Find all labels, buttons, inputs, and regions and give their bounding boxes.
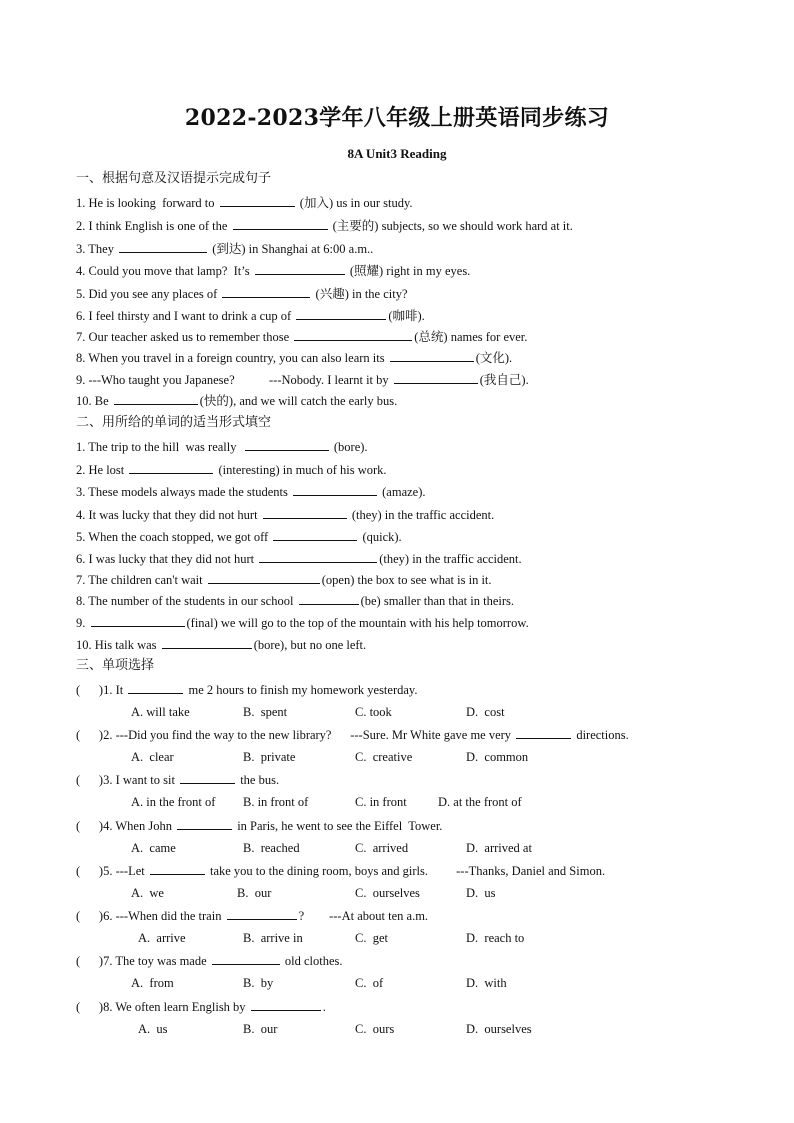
question-hint: (open) the box to see what is in it. (321, 573, 492, 587)
question-tail: directions. (573, 728, 629, 742)
choice-question (76, 726, 629, 743)
answer-blank[interactable] (222, 285, 310, 298)
question-hint: (总统) names for ever. (414, 330, 528, 344)
answer-blank[interactable] (296, 307, 386, 320)
page-title: 2022-2023学年八年级上册英语同步练习 (184, 105, 610, 131)
choice-option[interactable]: A. from (131, 976, 174, 990)
choice-option[interactable]: D. cost (466, 705, 505, 719)
question-hint: (interesting) in much of his work. (215, 463, 387, 477)
question-text: 8. We often learn English by (103, 1000, 249, 1014)
answer-blank[interactable] (91, 614, 185, 627)
question-text: 1. The trip to the hill was really (76, 440, 243, 454)
choice-option[interactable]: A. in the front of (131, 795, 216, 809)
question-text: 4. It was lucky that they did not hurt (76, 508, 261, 522)
translation-question (76, 328, 527, 345)
answer-blank[interactable] (299, 592, 359, 605)
section-heading-1: 一、根据句意及汉语提示完成句子 (76, 171, 272, 186)
choice-option[interactable]: A. clear (131, 750, 174, 764)
word-form-question (76, 483, 426, 500)
answer-blank[interactable] (227, 907, 297, 920)
choice-option[interactable]: C. arrived (355, 841, 409, 855)
choice-option[interactable]: B. arrive in (243, 931, 303, 945)
question-text: 9. ---Who taught you Japanese? ---Nobody. I learnt it by (76, 373, 392, 387)
choice-option[interactable]: C. of (355, 976, 384, 990)
answer-bracket[interactable]: ( ) (76, 728, 104, 742)
question-text: 7. The toy was made (103, 954, 210, 968)
question-text: 8. The number of the students in our school (76, 594, 297, 608)
choice-option[interactable]: C. get (355, 931, 388, 945)
choice-question (76, 817, 442, 834)
answer-blank[interactable] (233, 217, 328, 230)
question-text: 5. ---Let (103, 864, 148, 878)
question-text: 7. Our teacher asked us to remember those (76, 330, 293, 344)
answer-blank[interactable] (119, 240, 207, 253)
question-hint: (they) in the traffic accident. (379, 552, 522, 566)
choice-option[interactable]: A. arrive (138, 931, 186, 945)
choice-question (76, 998, 326, 1015)
answer-bracket[interactable]: ( ) (76, 773, 104, 787)
word-form-question (76, 592, 514, 609)
answer-blank[interactable] (259, 550, 377, 563)
answer-blank[interactable] (251, 998, 321, 1011)
word-form-question (76, 614, 529, 631)
answer-blank[interactable] (245, 438, 329, 451)
choice-option[interactable]: B. spent (243, 705, 288, 719)
question-text: 2. He lost (76, 463, 128, 477)
question-text: 6. I was lucky that they did not hurt (76, 552, 258, 566)
section-heading-2: 二、用所给的单词的适当形式填空 (76, 415, 272, 430)
answer-blank[interactable] (180, 771, 235, 784)
choice-option[interactable]: B. private (243, 750, 296, 764)
question-text: 6. I feel thirsty and I want to drink a cup of (76, 309, 295, 323)
choice-option[interactable]: D. common (466, 750, 529, 764)
answer-blank[interactable] (208, 571, 320, 584)
answer-bracket[interactable]: ( ) (76, 819, 104, 833)
choice-question (76, 862, 605, 879)
question-hint: (加入) us in our study. (296, 196, 413, 210)
question-text: 1. He is looking forward to (76, 196, 218, 210)
question-text: 5. Did you see any places of (76, 287, 221, 301)
word-form-question (76, 528, 402, 545)
answer-blank[interactable] (294, 328, 412, 341)
question-text: 7. The children can't wait (76, 573, 206, 587)
question-text: 10. His talk was (76, 638, 160, 652)
question-hint: (我自己). (479, 373, 529, 387)
translation-question (76, 349, 512, 366)
choice-option[interactable]: C. in front (355, 795, 407, 809)
choice-option[interactable]: B. our (243, 1022, 278, 1036)
question-hint: (照耀) right in my eyes. (346, 264, 471, 278)
choice-option[interactable]: D. arrived at (466, 841, 532, 855)
answer-blank[interactable] (220, 194, 295, 207)
choice-question (76, 771, 279, 788)
choice-option[interactable]: A. came (131, 841, 176, 855)
word-form-question (76, 636, 366, 653)
translation-question (76, 371, 529, 388)
answer-blank[interactable] (293, 483, 377, 496)
question-hint: (兴趣) in the city? (312, 287, 408, 301)
question-text: 5. When the coach stopped, we got off (76, 530, 272, 544)
question-tail: me 2 hours to finish my homework yesterday. (185, 683, 418, 697)
question-tail: . (322, 1000, 326, 1014)
choice-option[interactable]: D. us (466, 886, 496, 900)
choice-question (76, 907, 428, 924)
question-hint: (咖啡). (388, 309, 425, 323)
answer-blank[interactable] (394, 371, 478, 384)
answer-blank[interactable] (516, 726, 571, 739)
answer-bracket[interactable]: ( ) (76, 1000, 104, 1014)
answer-blank[interactable] (128, 681, 183, 694)
question-text: 2. I think English is one of the (76, 219, 231, 233)
choice-option[interactable]: A. we (131, 886, 164, 900)
answer-blank[interactable] (177, 817, 232, 830)
question-text: 10. Be (76, 394, 112, 408)
choice-option[interactable]: C. ourselves (355, 886, 420, 900)
question-hint: (quick). (359, 530, 402, 544)
answer-blank[interactable] (162, 636, 252, 649)
question-text: 4. Could you move that lamp? It’s (76, 264, 253, 278)
choice-option[interactable]: B. in front of (243, 795, 309, 809)
question-hint: (they) in the traffic accident. (348, 508, 495, 522)
choice-option[interactable]: A. will take (131, 705, 190, 719)
question-hint: (bore). (330, 440, 368, 454)
translation-question (76, 307, 425, 324)
choice-option[interactable]: D. at the front of (438, 795, 522, 809)
word-form-question (76, 571, 492, 588)
question-text: 8. When you travel in a foreign country, you can also learn its (76, 351, 388, 365)
choice-option[interactable]: D. with (466, 976, 507, 990)
question-hint: (主要的) subjects, so we should work hard at it. (329, 219, 573, 233)
choice-option[interactable]: B. by (243, 976, 274, 990)
choice-option[interactable]: C. took (355, 705, 392, 719)
choice-option[interactable]: A. us (138, 1022, 168, 1036)
answer-blank[interactable] (212, 952, 280, 965)
choice-option[interactable]: C. creative (355, 750, 413, 764)
question-tail: old clothes. (281, 954, 343, 968)
word-form-question (76, 461, 387, 478)
answer-blank[interactable] (273, 528, 357, 541)
choice-option[interactable]: C. ours (355, 1022, 395, 1036)
choice-option[interactable]: D. reach to (466, 931, 525, 945)
choice-option[interactable]: D. ourselves (466, 1022, 532, 1036)
word-form-question (76, 506, 494, 523)
answer-blank[interactable] (150, 862, 205, 875)
question-text: 3. They (76, 242, 118, 256)
answer-blank[interactable] (114, 392, 198, 405)
question-tail: take you to the dining room, boys and girls. ---Thanks, Daniel and Simon. (206, 864, 606, 878)
answer-blank[interactable] (255, 262, 345, 275)
question-tail: the bus. (237, 773, 280, 787)
choice-option[interactable]: B. our (237, 886, 272, 900)
answer-bracket[interactable]: ( ) (76, 909, 104, 923)
translation-question (76, 392, 397, 409)
question-hint: (final) we will go to the top of the mountain with his help tomorrow. (186, 616, 529, 630)
question-tail: in Paris, he went to see the Eiffel Tower. (234, 819, 443, 833)
question-text: 4. When John (103, 819, 176, 833)
translation-question (76, 262, 470, 279)
translation-question (76, 194, 413, 211)
question-text: 1. It (103, 683, 127, 697)
question-hint: (文化). (475, 351, 513, 365)
choice-question (76, 952, 343, 969)
question-hint: (amaze). (379, 485, 426, 499)
answer-bracket[interactable]: ( ) (76, 864, 104, 878)
question-tail: ? ---At about ten a.m. (298, 909, 429, 923)
question-text: 2. ---Did you find the way to the new library? ---Sure. Mr White gave me very (103, 728, 515, 742)
choice-option[interactable]: B. reached (243, 841, 300, 855)
word-form-question (76, 550, 522, 567)
section-heading-3: 三、单项选择 (76, 658, 155, 673)
answer-blank[interactable] (263, 506, 347, 519)
translation-question (76, 240, 373, 257)
word-form-question (76, 438, 368, 455)
answer-bracket[interactable]: ( ) (76, 683, 104, 697)
answer-bracket[interactable]: ( ) (76, 954, 104, 968)
answer-blank[interactable] (390, 349, 474, 362)
question-text: 9. (76, 616, 89, 630)
question-text: 6. ---When did the train (103, 909, 225, 923)
question-hint: (到达) in Shanghai at 6:00 a.m.. (209, 242, 374, 256)
answer-blank[interactable] (129, 461, 213, 474)
translation-question (76, 217, 573, 234)
question-hint: (be) smaller than that in theirs. (360, 594, 515, 608)
choice-question (76, 681, 417, 698)
translation-question (76, 285, 408, 302)
question-hint: (bore), but no one left. (253, 638, 367, 652)
question-text: 3. These models always made the students (76, 485, 292, 499)
question-text: 3. I want to sit (103, 773, 179, 787)
page-subtitle: 8A Unit3 Reading (347, 146, 447, 161)
question-hint: (快的), and we will catch the early bus. (199, 394, 398, 408)
